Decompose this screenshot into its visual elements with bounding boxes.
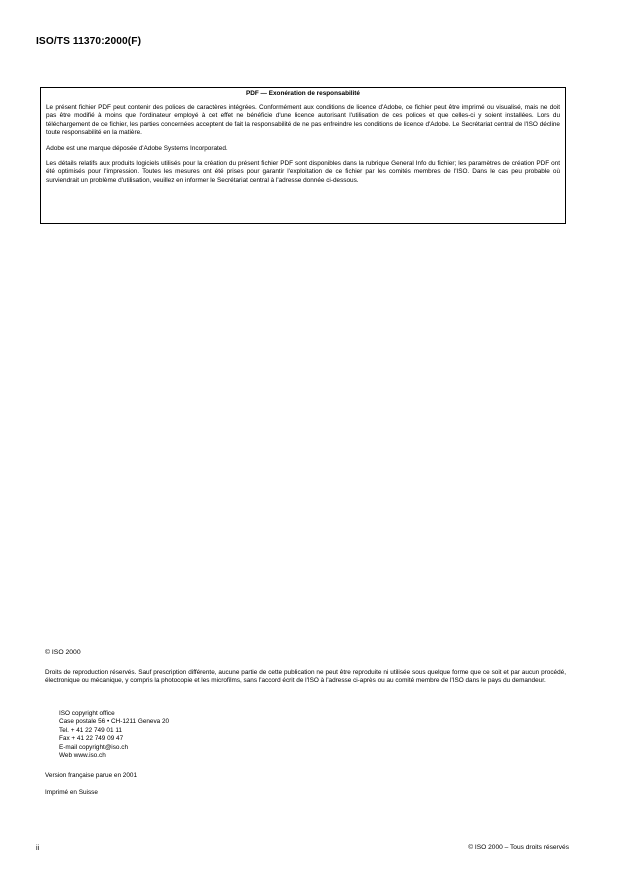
page-number: ii: [36, 843, 40, 852]
address-office: ISO copyright office: [59, 710, 115, 717]
address-telephone: Tel. + 41 22 749 01 11: [59, 726, 122, 734]
printed-note: Imprimé en Suisse: [45, 789, 98, 796]
iso-address-block: [59, 710, 169, 760]
disclaimer-paragraph-fonts: Le présent fichier PDF peut contenir des polices de caractères intégrées. Conformément aux conditions de licence d'Adobe, ce fichier peut être imprimé ou visualisé, mais ne doit pas être modifié à moins que l'ordinateur employé à cet effet ne bénéficie d'une licence autorisant l'utilisation de ces polices et que celles-ci y soient installées. Lors du téléchargement de ce fichier, les parties concernées acceptent de fait la responsabilité de ne pas enfreindre les conditions de licence d'Adobe. Le Secrétariat central de l'ISO décline toute responsabilité en la matière.: [46, 104, 560, 137]
pdf-disclaimer-box: [40, 87, 566, 224]
footer-rights-notice: © ISO 2000 – Tous droits réservés: [468, 844, 569, 851]
address-fax: Fax + 41 22 749 09 47: [59, 735, 124, 743]
reproduction-rights-paragraph: Droits de reproduction réservés. Sauf prescription différente, aucune partie de cette publication ne peut être reproduite ni utilisée sous quelque forme que ce soit et par aucun procédé, électronique ou mécanique, y compris la photocopie et les microfilms, sans l'accord écrit de l'ISO à l'adresse ci-après ou au comité membre de l'ISO dans le pays du demandeur.: [45, 669, 566, 685]
disclaimer-title: PDF — Exonération de responsabilité: [246, 90, 360, 97]
address-email: E-mail copyright@iso.ch: [59, 743, 128, 751]
document-id: ISO/TS 11370:2000(F): [36, 36, 142, 47]
address-web: Web www.iso.ch: [59, 752, 106, 760]
disclaimer-paragraph-trademark: Adobe est une marque déposée d'Adobe Systems Incorporated.: [46, 144, 228, 152]
version-note: Version française parue en 2001: [45, 772, 138, 779]
copyright-line: © ISO 2000: [45, 649, 81, 656]
address-postal: Case postale 56 • CH-1211 Geneva 20: [59, 718, 170, 726]
disclaimer-paragraph-software: Les détails relatifs aux produits logiciels utilisés pour la création du présent fichier PDF sont disponibles dans la rubrique General Info du fichier; les paramètres de création PDF ont été optimisés pour l'impression. Toutes les mesures ont été prises pour garantir l'exploitation de ce fichier par les comités membres de l'ISO. Dans le cas peu probable où surviendrait un problème d'utilisation, veuillez en informer le Secrétariat central à l'adresse donnée ci-dessous.: [46, 160, 560, 184]
